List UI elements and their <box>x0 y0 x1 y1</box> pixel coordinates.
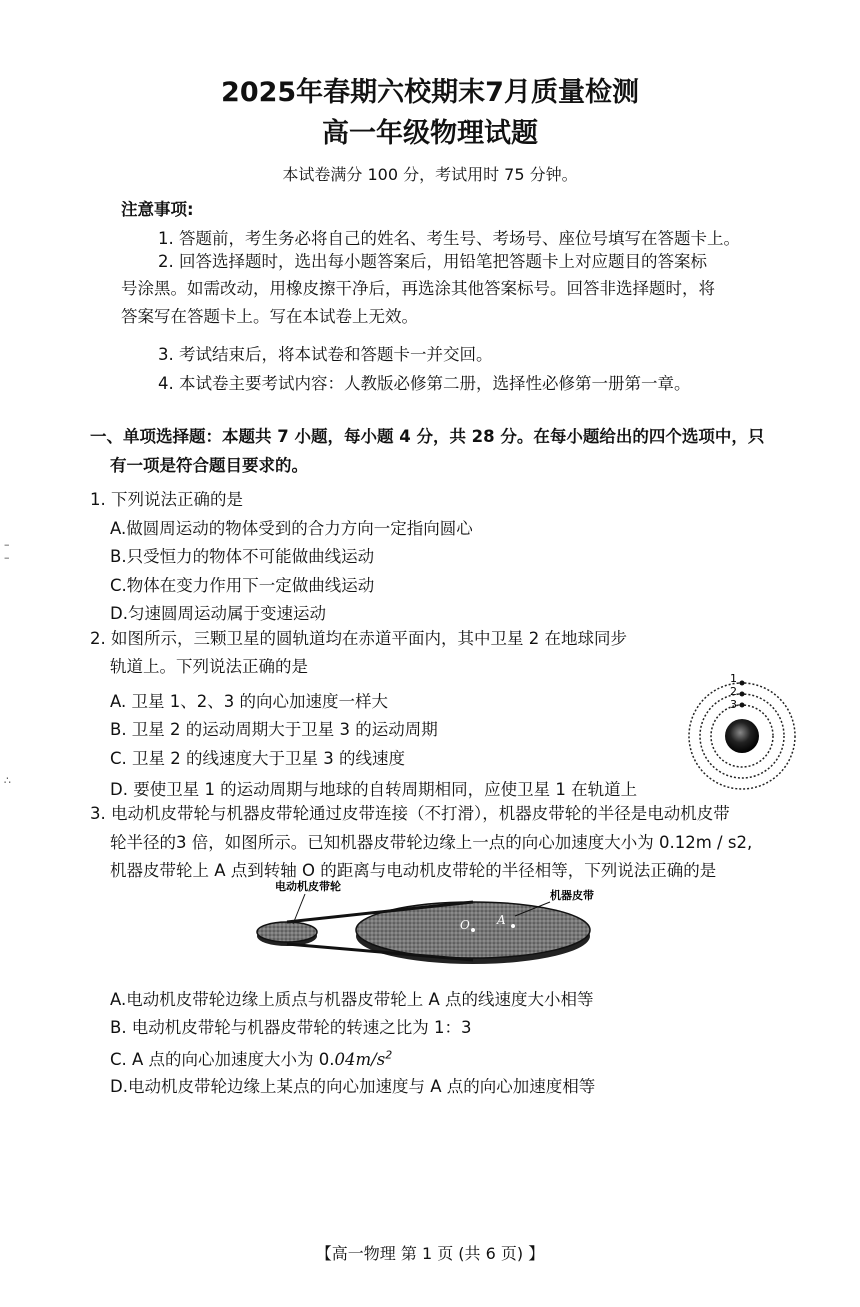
question-2-stem-line-1: 2. 如图所示，三颗卫星的圆轨道均在赤道平面内，其中卫星 2 在地球同步 <box>90 629 627 648</box>
machine-pulley-label: 机器皮带 <box>550 889 594 902</box>
point-a-dot <box>511 924 515 928</box>
margin-mark: – – <box>4 538 10 564</box>
satellite-orbit-figure <box>685 670 803 802</box>
section-1-heading-line-2: 有一项是符合题目要求的。 <box>110 456 308 475</box>
axis-o-dot <box>471 928 475 932</box>
section-1-heading-line-1: 一、单项选择题：本题共 7 小题，每小题 4 分，共 28 分。在每小题给出的四个选项中，只 <box>90 427 765 446</box>
motor-pulley <box>257 922 317 942</box>
question-2-stem-line-2: 轨道上。下列说法正确的是 <box>110 657 308 676</box>
exam-title: 2025年春期六校期末7月质量检测 <box>221 77 639 108</box>
point-a-label: A <box>497 913 506 927</box>
orbit-label-1: 1 <box>730 672 737 685</box>
orbit-label-2: 2 <box>730 685 737 698</box>
motor-pulley-label: 电动机皮带轮 <box>275 880 341 893</box>
question-1-option-c: C.物体在变力作用下一定做曲线运动 <box>110 576 375 595</box>
exam-subtitle: 高一年级物理试题 <box>322 118 538 149</box>
margin-mark-2: ∴ <box>4 774 11 787</box>
question-2-option-d: D. 要使卫星 1 的运动周期与地球的自转周期相同，应使卫星 1 在轨道上 <box>110 780 638 799</box>
notice-item-2-line-1: 2. 回答选择题时，选出每小题答案后，用铅笔把答题卡上对应题目的答案标 <box>158 252 707 271</box>
question-3-option-c: C. A 点的向心加速度大小为 $0.04m/s^2$ <box>110 1048 393 1069</box>
notice-item-4: 4. 本试卷主要考试内容：人教版必修第二册，选择性必修第一册第一章。 <box>158 374 691 393</box>
question-1-option-b: B.只受恒力的物体不可能做曲线运动 <box>110 547 375 566</box>
question-3-option-d: D.电动机皮带轮边缘上某点的向心加速度与 A 点的向心加速度相等 <box>110 1077 596 1096</box>
exam-meta: 本试卷满分 100 分，考试用时 75 分钟。 <box>282 165 578 184</box>
question-1-option-a: A.做圆周运动的物体受到的合力方向一定指向圆心 <box>110 519 473 538</box>
question-1-stem: 1. 下列说法正确的是 <box>90 490 243 509</box>
axis-o-label: O <box>460 918 470 932</box>
earth-icon <box>725 719 759 753</box>
notice-item-2-line-2: 号涂黑。如需改动，用橡皮擦干净后，再选涂其他答案标号。回答非选择题时，将 <box>121 279 715 298</box>
question-1-option-d: D.匀速圆周运动属于变速运动 <box>110 604 326 623</box>
notice-item-3: 3. 考试结束后，将本试卷和答题卡一并交回。 <box>158 345 493 364</box>
question-3-option-b: B. 电动机皮带轮与机器皮带轮的转速之比为 1：3 <box>110 1018 472 1037</box>
question-3-stem-line-3: 机器皮带轮上 A 点到转轴 O 的距离与电动机皮带轮的半径相等，下列说法正确的是 <box>110 861 717 880</box>
page-footer: 【高一物理 第 1 页 (共 6 页) 】 <box>315 1244 545 1263</box>
notice-item-2-line-3: 答案写在答题卡上。写在本试卷上无效。 <box>121 307 418 326</box>
belt-pulley-figure <box>245 878 600 973</box>
question-3-stem-line-2: 轮半径的3 倍，如图所示。已知机器皮带轮边缘上一点的向心加速度大小为 0.12m / s2, <box>110 833 753 852</box>
notice-item-1: 1. 答题前，考生务必将自己的姓名、考生号、考场号、座位号填写在答题卡上。 <box>158 229 740 248</box>
question-2-option-c: C. 卫星 2 的线速度大于卫星 3 的线速度 <box>110 749 405 768</box>
notice-heading: 注意事项: <box>121 200 194 219</box>
question-2-option-a: A. 卫星 1、2、3 的向心加速度一样大 <box>110 692 388 711</box>
orbit-label-3: 3 <box>730 698 737 711</box>
question-2-option-b: B. 卫星 2 的运动周期大于卫星 3 的运动周期 <box>110 720 438 739</box>
question-3-option-a: A.电动机皮带轮边缘上质点与机器皮带轮上 A 点的线速度大小相等 <box>110 990 594 1009</box>
question-3-stem-line-1: 3. 电动机皮带轮与机器皮带轮通过皮带连接（不打滑），机器皮带轮的半径是电动机皮带 <box>90 804 730 823</box>
